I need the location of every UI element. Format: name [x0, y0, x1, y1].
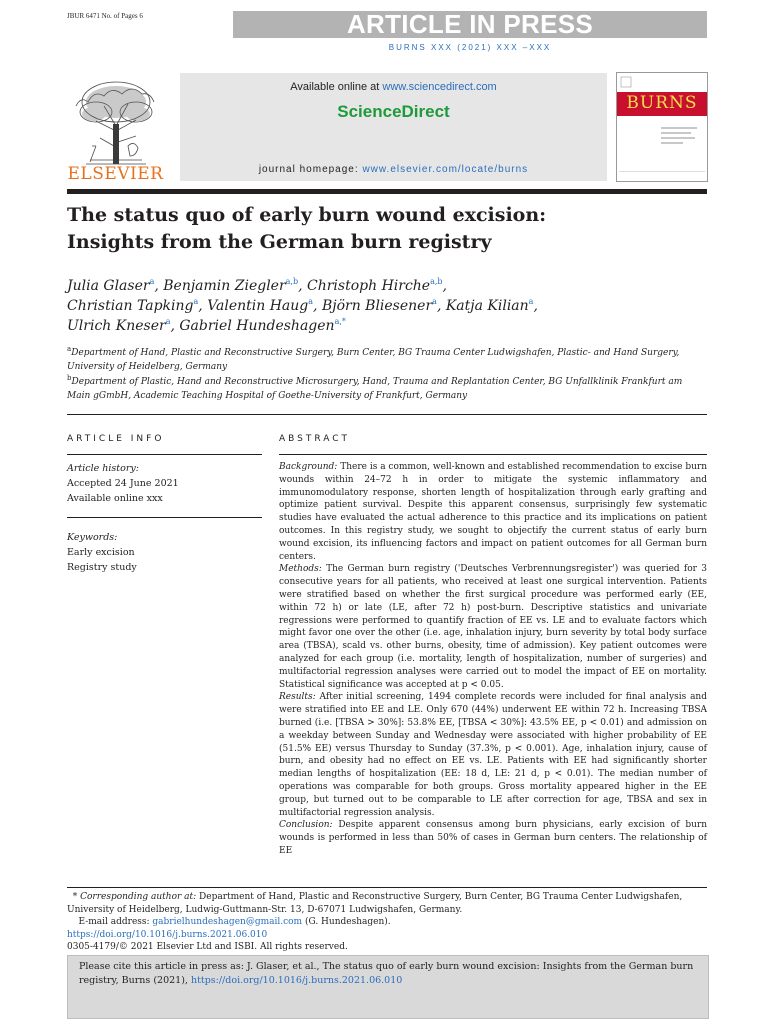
- author-name: Christoph Hirche: [307, 278, 431, 294]
- copyright-line: 0305-4179/© 2021 Elsevier Ltd and ISBI. All rights reserved.: [67, 942, 348, 952]
- accepted-date: Accepted 24 June 2021: [67, 478, 179, 489]
- email-suffix: (G. Hundeshagen).: [302, 917, 391, 927]
- running-id: JBUR 6471 No. of Pages 6: [67, 12, 143, 20]
- cover-title: BURNS: [626, 93, 698, 113]
- author-affiliation-marker[interactable]: a: [432, 297, 437, 306]
- article-title: [67, 202, 707, 256]
- results-label: Results:: [279, 692, 316, 703]
- author-name: Benjamin Ziegler: [163, 278, 286, 294]
- abstract-results: [279, 691, 707, 819]
- author-name: Björn Bliesener: [321, 298, 433, 314]
- available-online-date: Available online xxx: [67, 493, 163, 504]
- doi-link[interactable]: https://doi.org/10.1016/j.burns.2021.06.010: [67, 929, 268, 940]
- affiliation-label: a: [67, 345, 72, 353]
- author-affiliation-marker[interactable]: a: [308, 297, 314, 306]
- citation-doi-link[interactable]: https://doi.org/10.1016/j.burns.2021.06.010: [190, 975, 403, 986]
- author-line-2: Christian Tapking$^a$, Valentin Haug$^a$, Björn Bliesener$^a$, Katja Kilian$^a$,: [67, 297, 538, 314]
- author-line-3: Ulrich Kneser$^a$, Gabriel Hundeshagen$^{a,*}$: [67, 317, 346, 334]
- abstract-conclusion: [279, 819, 707, 857]
- article-info-heading: ARTICLE INFO: [67, 434, 165, 444]
- elsevier-wordmark: ELSEVIER: [67, 164, 164, 184]
- header-rule: [67, 189, 707, 194]
- keyword-item: Early excision: [67, 547, 135, 558]
- results-text: After initial screening, 1494 complete records were included for final analysis and were stratified into EE and LE. Only 670 (44%) underwent EE within 72 h. Increasing TBSA burned (i.e. [TBSA > 30%]: 53.8% EE, [TBSA < 30%]: 43.5% EE, p < 0.01) and admission on a weekday between Sunday and Wednesday were associated with higher probability of EE (51.5% EE) versus Thursday to Sunday (37.3%, p < 0.001). Age, inhalation injury, cause of burn, and obesity had no effect on EE vs. LE. Patients with EE had significantly shorter median lengths of hospitalization (EE: 18 d, LE: 21 d, p < 0.01). The median number of operations was comparable for both groups. Gross mortality appeared higher in the EE group, but turned out to be comparable to LE after correction for age, TBSA and sex in multifactorial regression analysis.: [279, 692, 707, 818]
- abstract-heading: ABSTRACT: [279, 434, 351, 444]
- abstract-background: [279, 461, 707, 563]
- journal-cover-icon: [617, 73, 707, 181]
- corresponding-address: Department of Hand, Plastic and Reconstructive Surgery, Burn Center, BG Trauma Center Ludwigshafen, University of Heidelberg, Ludwig-Guttmann-Str. 13, D-67071 Ludwigshafen, Germany.: [67, 892, 683, 915]
- author-affiliation-marker[interactable]: a: [165, 317, 171, 326]
- methods-text: The German burn registry ('Deutsches Verbrennungsregister') was queried for 3 consecutive years for all patients, who received at least one surgical intervention. Patients were stratified based on whether the first surgical procedure was performed early (EE, within 72 h) or late (LE, after 72 h) post-burn. Descriptive statistics and univariate regressions were performed to quantify fraction of EE vs. LE and to evaluate factors which might favor one over the other (i.e. age, inhalation injury, burn severity by total body surface area (TBSA), scald vs. other burns, obesity, time of admission). Key patient outcomes were analyzed for each group (i.e. mortality, length of hospitalization, number of surgeries) and multifactorial regression analyses were carried out to model the impact of EE on mortality. Statistical significance was accepted at p < 0.05.: [279, 564, 707, 690]
- author-list: [67, 276, 707, 336]
- section-rule: [67, 414, 707, 415]
- author-affiliation-marker[interactable]: a,b: [285, 277, 299, 286]
- author-affiliation-marker[interactable]: a: [149, 277, 155, 286]
- author-name: Ulrich Kneser: [67, 318, 166, 334]
- sciencedirect-link[interactable]: www.sciencedirect.com: [382, 81, 497, 93]
- email-line: [67, 916, 707, 929]
- author-line-1: Julia Glaser$^a$, Benjamin Ziegler$^{a,b}$, Christoph Hirche$^{a,b}$,: [67, 277, 447, 294]
- journal-homepage-line: [180, 164, 607, 175]
- corresponding-author-marker[interactable]: a,*: [334, 317, 346, 326]
- journal-homepage-prefix: journal homepage:: [258, 164, 363, 175]
- citation-body: Please cite this article in press as: J. Glaser, et al., The status quo of early burn wound excision: Insights from the German burn registry, Burns (2021),: [79, 961, 694, 986]
- sciencedirect-logo: ScienceDirect: [337, 102, 450, 121]
- abstract-methods: [279, 563, 707, 691]
- article-in-press-title: ARTICLE IN PRESS: [346, 9, 594, 39]
- background-label: Background:: [279, 462, 338, 472]
- author-name: Christian Tapking: [67, 298, 194, 314]
- article-history-label: Article history:: [67, 463, 139, 474]
- affiliation-a: [67, 346, 707, 374]
- abstract-body: [279, 461, 707, 858]
- keyword-item: Registry study: [67, 562, 137, 573]
- footnote-marker: *: [72, 892, 78, 902]
- author-affiliation-marker[interactable]: a: [528, 297, 534, 306]
- keywords-rule: [67, 517, 262, 518]
- keywords-label: Keywords:: [67, 532, 118, 543]
- article-title-line-2: Insights from the German burn registry: [67, 231, 492, 253]
- author-name: Katja Kilian: [445, 298, 529, 314]
- journal-citation-line: BURNS XXX (2021) XXX –XXX: [388, 43, 552, 52]
- affiliation-text: Department of Hand, Plastic and Reconstructive Surgery, Burn Center, BG Trauma Center Ludwigshafen, Plastic- and Hand Surgery, University of Heidelberg, Germany: [67, 348, 680, 372]
- keywords: [67, 530, 137, 575]
- email-label: E-mail address:: [78, 917, 153, 927]
- article-history: [67, 461, 179, 506]
- available-online-prefix: Available online at: [290, 81, 383, 93]
- author-name: Valentin Haug: [207, 298, 309, 314]
- article-info-rule: [67, 454, 262, 455]
- author-affiliation-marker[interactable]: a,b: [430, 277, 443, 286]
- corresponding-label: Corresponding author at:: [80, 892, 197, 902]
- available-online-line: [180, 81, 607, 93]
- author-name: Gabriel Hundeshagen: [179, 318, 335, 334]
- footnote: [67, 891, 707, 954]
- conclusion-label: Conclusion:: [279, 820, 333, 831]
- affiliation-text: Department of Plastic, Hand and Reconstructive Microsurgery, Hand, Trauma and Replantation Center, BG Unfallklinik Frankfurt am Main gGmbH, Academic Teaching Hospital of Goethe-University of Frankfurt, Germany: [67, 377, 683, 401]
- footnote-rule: [67, 887, 707, 888]
- elsevier-logo: [66, 76, 165, 188]
- citation-text: [79, 960, 699, 988]
- author-name: Julia Glaser: [67, 278, 150, 294]
- abstract-rule: [279, 454, 707, 455]
- corresponding-author-note: [67, 891, 707, 916]
- article-title-line-1: The status quo of early burn wound excision:: [67, 204, 547, 226]
- affiliation-b: [67, 375, 707, 403]
- journal-cover: [616, 72, 708, 182]
- methods-label: Methods:: [279, 564, 322, 575]
- conclusion-text: Despite apparent consensus among burn physicians, early excision of burn wounds is performed in less than 50% of cases in German burn centers. The relationship of EE: [279, 820, 707, 856]
- affiliation-label: b: [67, 374, 72, 382]
- email-link[interactable]: gabrielhundeshagen@gmail.com: [152, 917, 303, 927]
- journal-homepage-link[interactable]: www.elsevier.com/locate/burns: [362, 164, 529, 175]
- background-text: There is a common, well-known and established recommendation to excise burn wounds within 24–72 h in order to mitigate the systemic inflammatory and immunomodulatory response, shorten length of hospitalization through early grafting and optimize patient survival. Despite this apparent consensus, surprisingly few systematic studies have evaluated the actual adherence to this practice and its implications on patient outcomes. In this registry study, we sought to objectify the current status of early burn wound excision, its influencing factors and impact on patient outcomes for all German burn centers.: [279, 462, 707, 562]
- author-affiliation-marker[interactable]: a: [193, 297, 199, 306]
